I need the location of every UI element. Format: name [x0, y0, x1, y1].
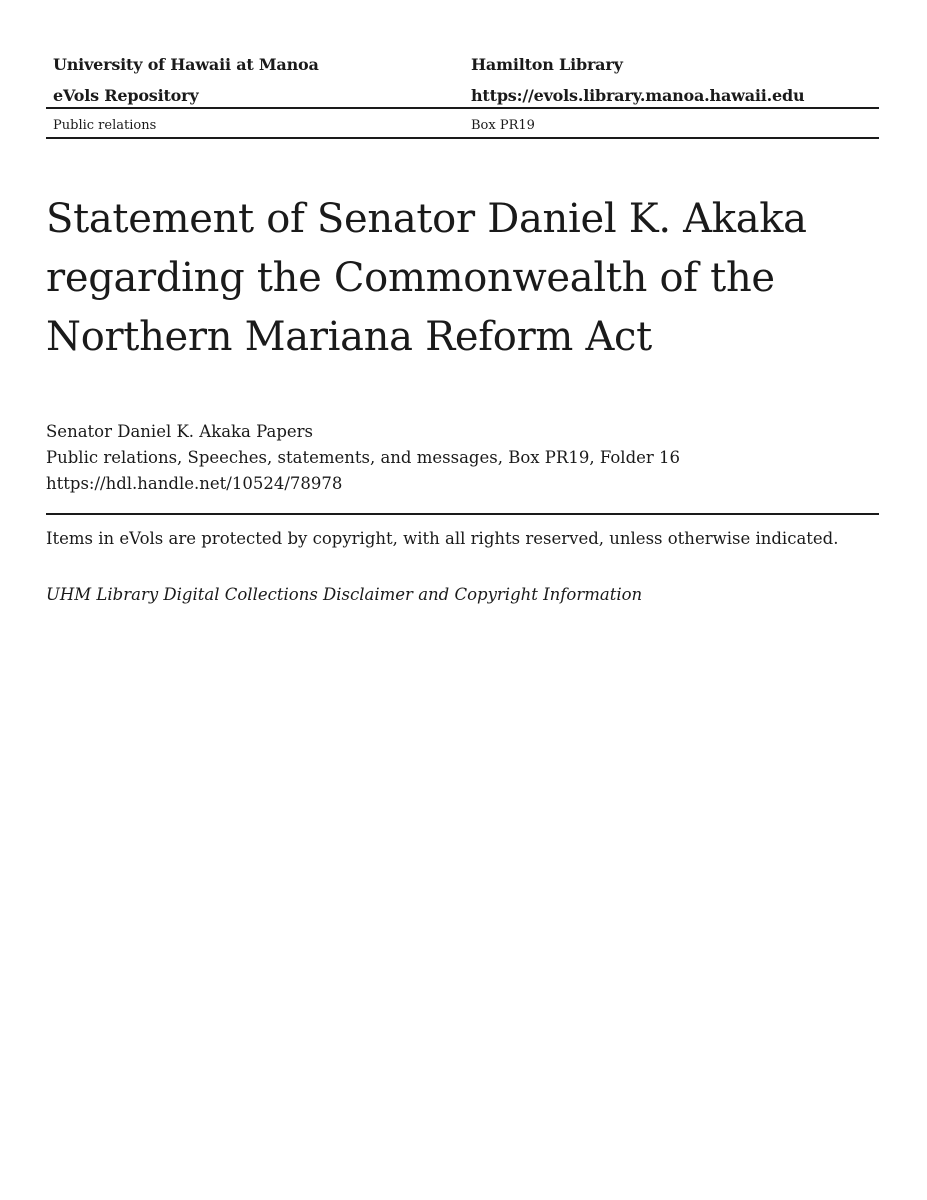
subheader-divider [46, 137, 879, 139]
library-name: Hamilton Library [471, 55, 623, 74]
header-divider [46, 107, 879, 109]
collection-series: Public relations [53, 118, 157, 133]
footer-divider [46, 513, 879, 515]
institution-name: University of Hawaii at Manoa [53, 55, 319, 74]
disclaimer-link[interactable]: UHM Library Digital Collections Disclaimer and Copyright Information [46, 585, 643, 604]
title-line: regarding the Commonwealth of the [46, 255, 775, 301]
collection-name: Senator Daniel K. Akaka Papers [46, 422, 314, 441]
title-line: Northern Mariana Reform Act [46, 314, 652, 360]
document-title [46, 190, 879, 367]
repository-name: eVols Repository [53, 86, 199, 105]
repository-url-link[interactable]: https://evols.library.manoa.hawaii.edu [471, 86, 805, 105]
folder-location: Public relations, Speeches, statements, and messages, Box PR19, Folder 16 [46, 448, 681, 467]
title-line: Statement of Senator Daniel K. Akaka [46, 196, 807, 242]
box-label: Box PR19 [471, 118, 535, 133]
copyright-notice: Items in eVols are protected by copyright, with all rights reserved, unless otherwise indicated. [46, 529, 839, 548]
handle-link[interactable]: https://hdl.handle.net/10524/78978 [46, 474, 343, 493]
